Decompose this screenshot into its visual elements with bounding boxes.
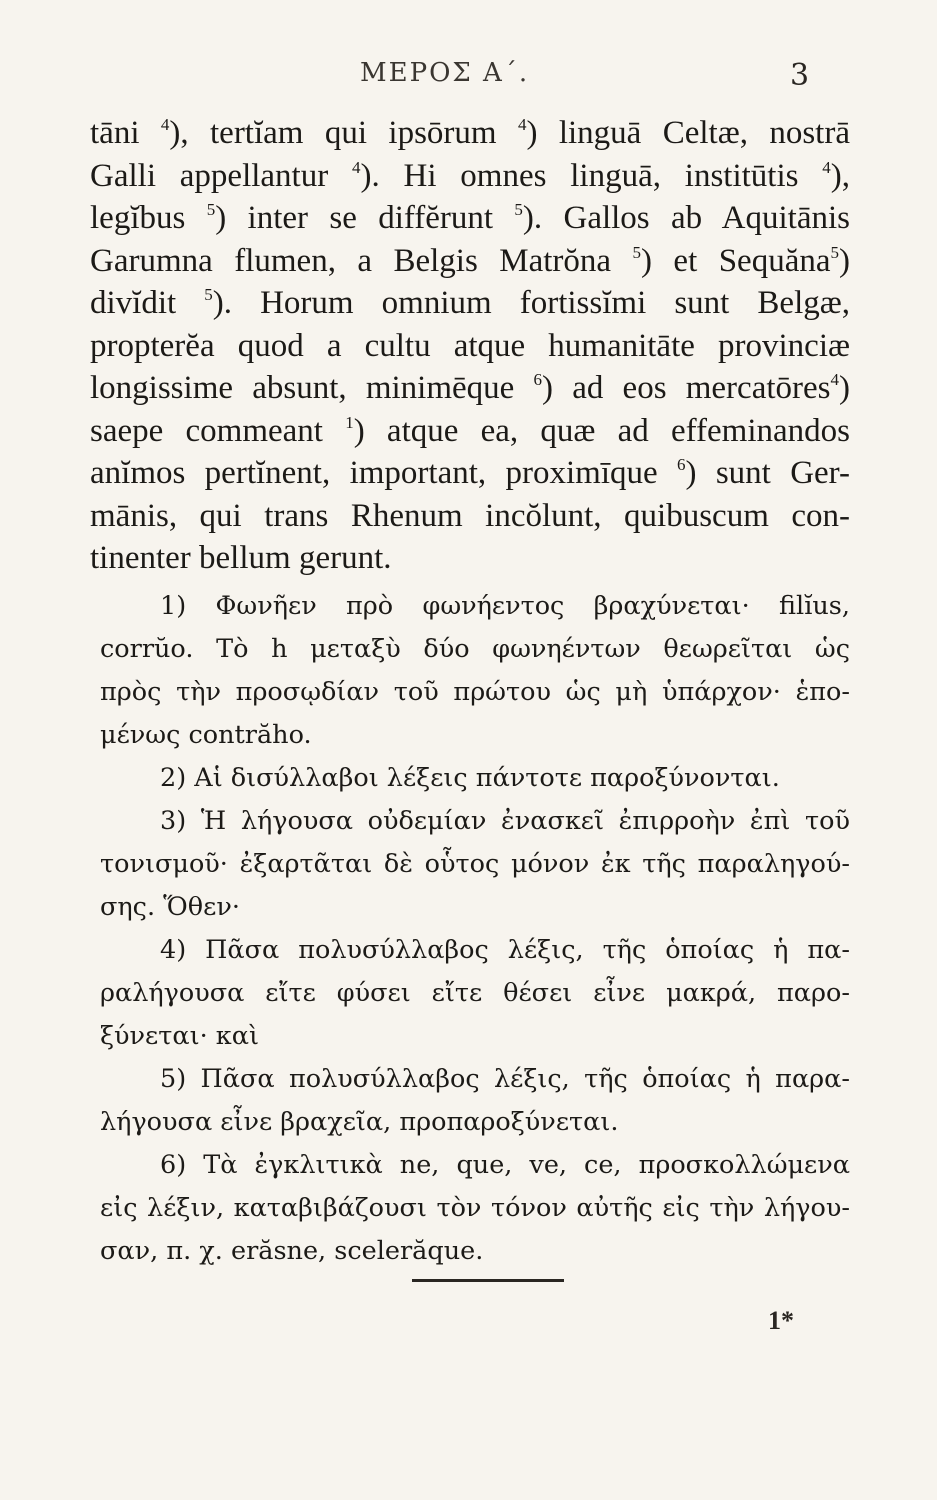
footnote-line: 6) Τὰ ἐγκλιτικὰ ne, que, ve, ce, προσκολλώμενα (160, 1150, 850, 1180)
text-line (90, 325, 850, 368)
text-line (90, 452, 850, 495)
page-number: 3 (790, 58, 810, 93)
text-line (90, 537, 850, 580)
footnote-marker: 5 (830, 242, 839, 262)
footnote-line: 3) Ἡ λήγουσα οὐδεμίαν ἐνασκεῖ ἐπιρροὴν ἐπὶ τοῦ (160, 806, 850, 836)
footnote-line: λήγουσα εἶνε βραχεῖα, προπαροξύνεται. (100, 1107, 619, 1137)
text-segment: ) (838, 242, 850, 279)
footnote-line: σαν, π. χ. erăsne, scelerăque. (100, 1236, 484, 1266)
footnote-marker: 4 (352, 157, 361, 177)
running-head: ΜΕΡΟΣ Α΄. (360, 58, 530, 88)
text-line (90, 495, 850, 538)
page-header (0, 50, 937, 93)
text-line (90, 367, 850, 410)
text-segment: longissime absunt, minimēque (90, 370, 534, 406)
footnote-line: τονισμοῦ· ἐξαρτᾶται δὲ οὗτος μόνον ἐκ τῆς παραληγού- (100, 849, 850, 879)
text-segment: ), (830, 157, 851, 194)
text-segment: ) atque ea, quæ ad effeminandos (353, 412, 851, 449)
footnote-marker: 6 (676, 455, 686, 474)
text-segment: ) inter se diffĕrunt (215, 200, 515, 236)
text-line (90, 410, 850, 453)
text-segment: divĭdit (90, 285, 205, 321)
footnote-line: ξύνεται· καὶ (100, 1021, 259, 1051)
text-segment: anĭmos pertĭnent, important, proximīque (90, 455, 677, 491)
footnote-marker: 4 (822, 157, 831, 177)
footnote-line: σης. Ὅθεν· (100, 892, 240, 922)
text-segment: tinenter bellum gerunt. (90, 540, 392, 576)
footnote-line: 2) Αἱ δισύλλαβοι λέξεις πάντοτε παροξύνονται. (160, 763, 780, 793)
text-segment: tāni (90, 115, 161, 151)
text-segment: ) linguā Celtæ, nostrā (526, 115, 850, 151)
footnote-marker: 4 (160, 115, 170, 134)
text-segment: ) sunt Ger- (685, 455, 850, 491)
text-line (90, 197, 850, 240)
text-segment: ). Horum omnium fortissĭmi sunt Belgæ, (212, 285, 850, 321)
footnote-marker: 5 (514, 200, 523, 219)
text-segment: Garumna flumen, a Belgis Matrŏna (90, 242, 633, 279)
text-segment: saepe commeant (90, 412, 346, 449)
text-segment: ), tertĭam qui ipsōrum (169, 115, 518, 151)
footnote-marker: 5 (206, 200, 216, 219)
text-segment: legĭbus (90, 200, 207, 236)
text-segment: ) (839, 370, 850, 406)
text-segment: ) et Sequăna (641, 242, 831, 279)
main-text (90, 112, 850, 580)
footnote-line: corrŭo. Τὸ h μεταξὺ δύο φωνηέντων θεωρεῖται ὡς (100, 634, 850, 664)
footnote-marker: 4 (517, 115, 527, 134)
text-segment: mānis, qui trans Rhenum incŏlunt, quibuscum con- (90, 497, 850, 534)
footnote-line: ραλήγουσα εἴτε φύσει εἴτε θέσει εἶνε μακρά, παρο- (100, 978, 850, 1008)
signature-mark: 1* (768, 1306, 794, 1335)
footnote-marker: 5 (204, 285, 213, 304)
footnote-line: εἰς λέξιν, καταβιβάζουσι τὸν τόνον αὐτῆς εἰς τὴν λήγου- (100, 1193, 850, 1223)
footnote-line: 5) Πᾶσα πολυσύλλαβος λέξις, τῆς ὁποίας ἡ παρα- (160, 1064, 850, 1094)
footnote-line: πρὸς τὴν προσῳδίαν τοῦ πρώτου ὡς μὴ ὑπάρχον· ἑπο- (100, 677, 850, 707)
text-segment: propterĕa quod a cultu atque humanitāte provinciæ (90, 327, 850, 364)
text-segment: ). Gallos ab Aquitānis (522, 200, 851, 236)
text-line (90, 240, 850, 283)
footnote-line: 1) Φωνῆεν πρὸ φωνήεντος βραχύνεται· filĭus, (160, 591, 850, 621)
text-segment: ) ad eos mercatōres (542, 370, 831, 406)
text-segment: Galli appellantur (90, 157, 352, 194)
text-segment: ). Hi omnes linguā, institūtis (360, 157, 823, 194)
footnote-line: 4) Πᾶσα πολυσύλλαβος λέξις, τῆς ὁποίας ἡ πα- (160, 935, 850, 965)
footnote-marker: 4 (830, 370, 839, 389)
footnote-marker: 6 (533, 370, 542, 389)
footnotes (100, 585, 850, 1273)
text-line (90, 282, 850, 325)
footnote-marker: 5 (632, 242, 641, 262)
footnote-marker: 1 (345, 412, 354, 432)
section-divider (412, 1279, 564, 1282)
footnote-line: μένως contrăho. (100, 720, 312, 750)
text-line (90, 112, 850, 155)
text-line (90, 155, 850, 198)
